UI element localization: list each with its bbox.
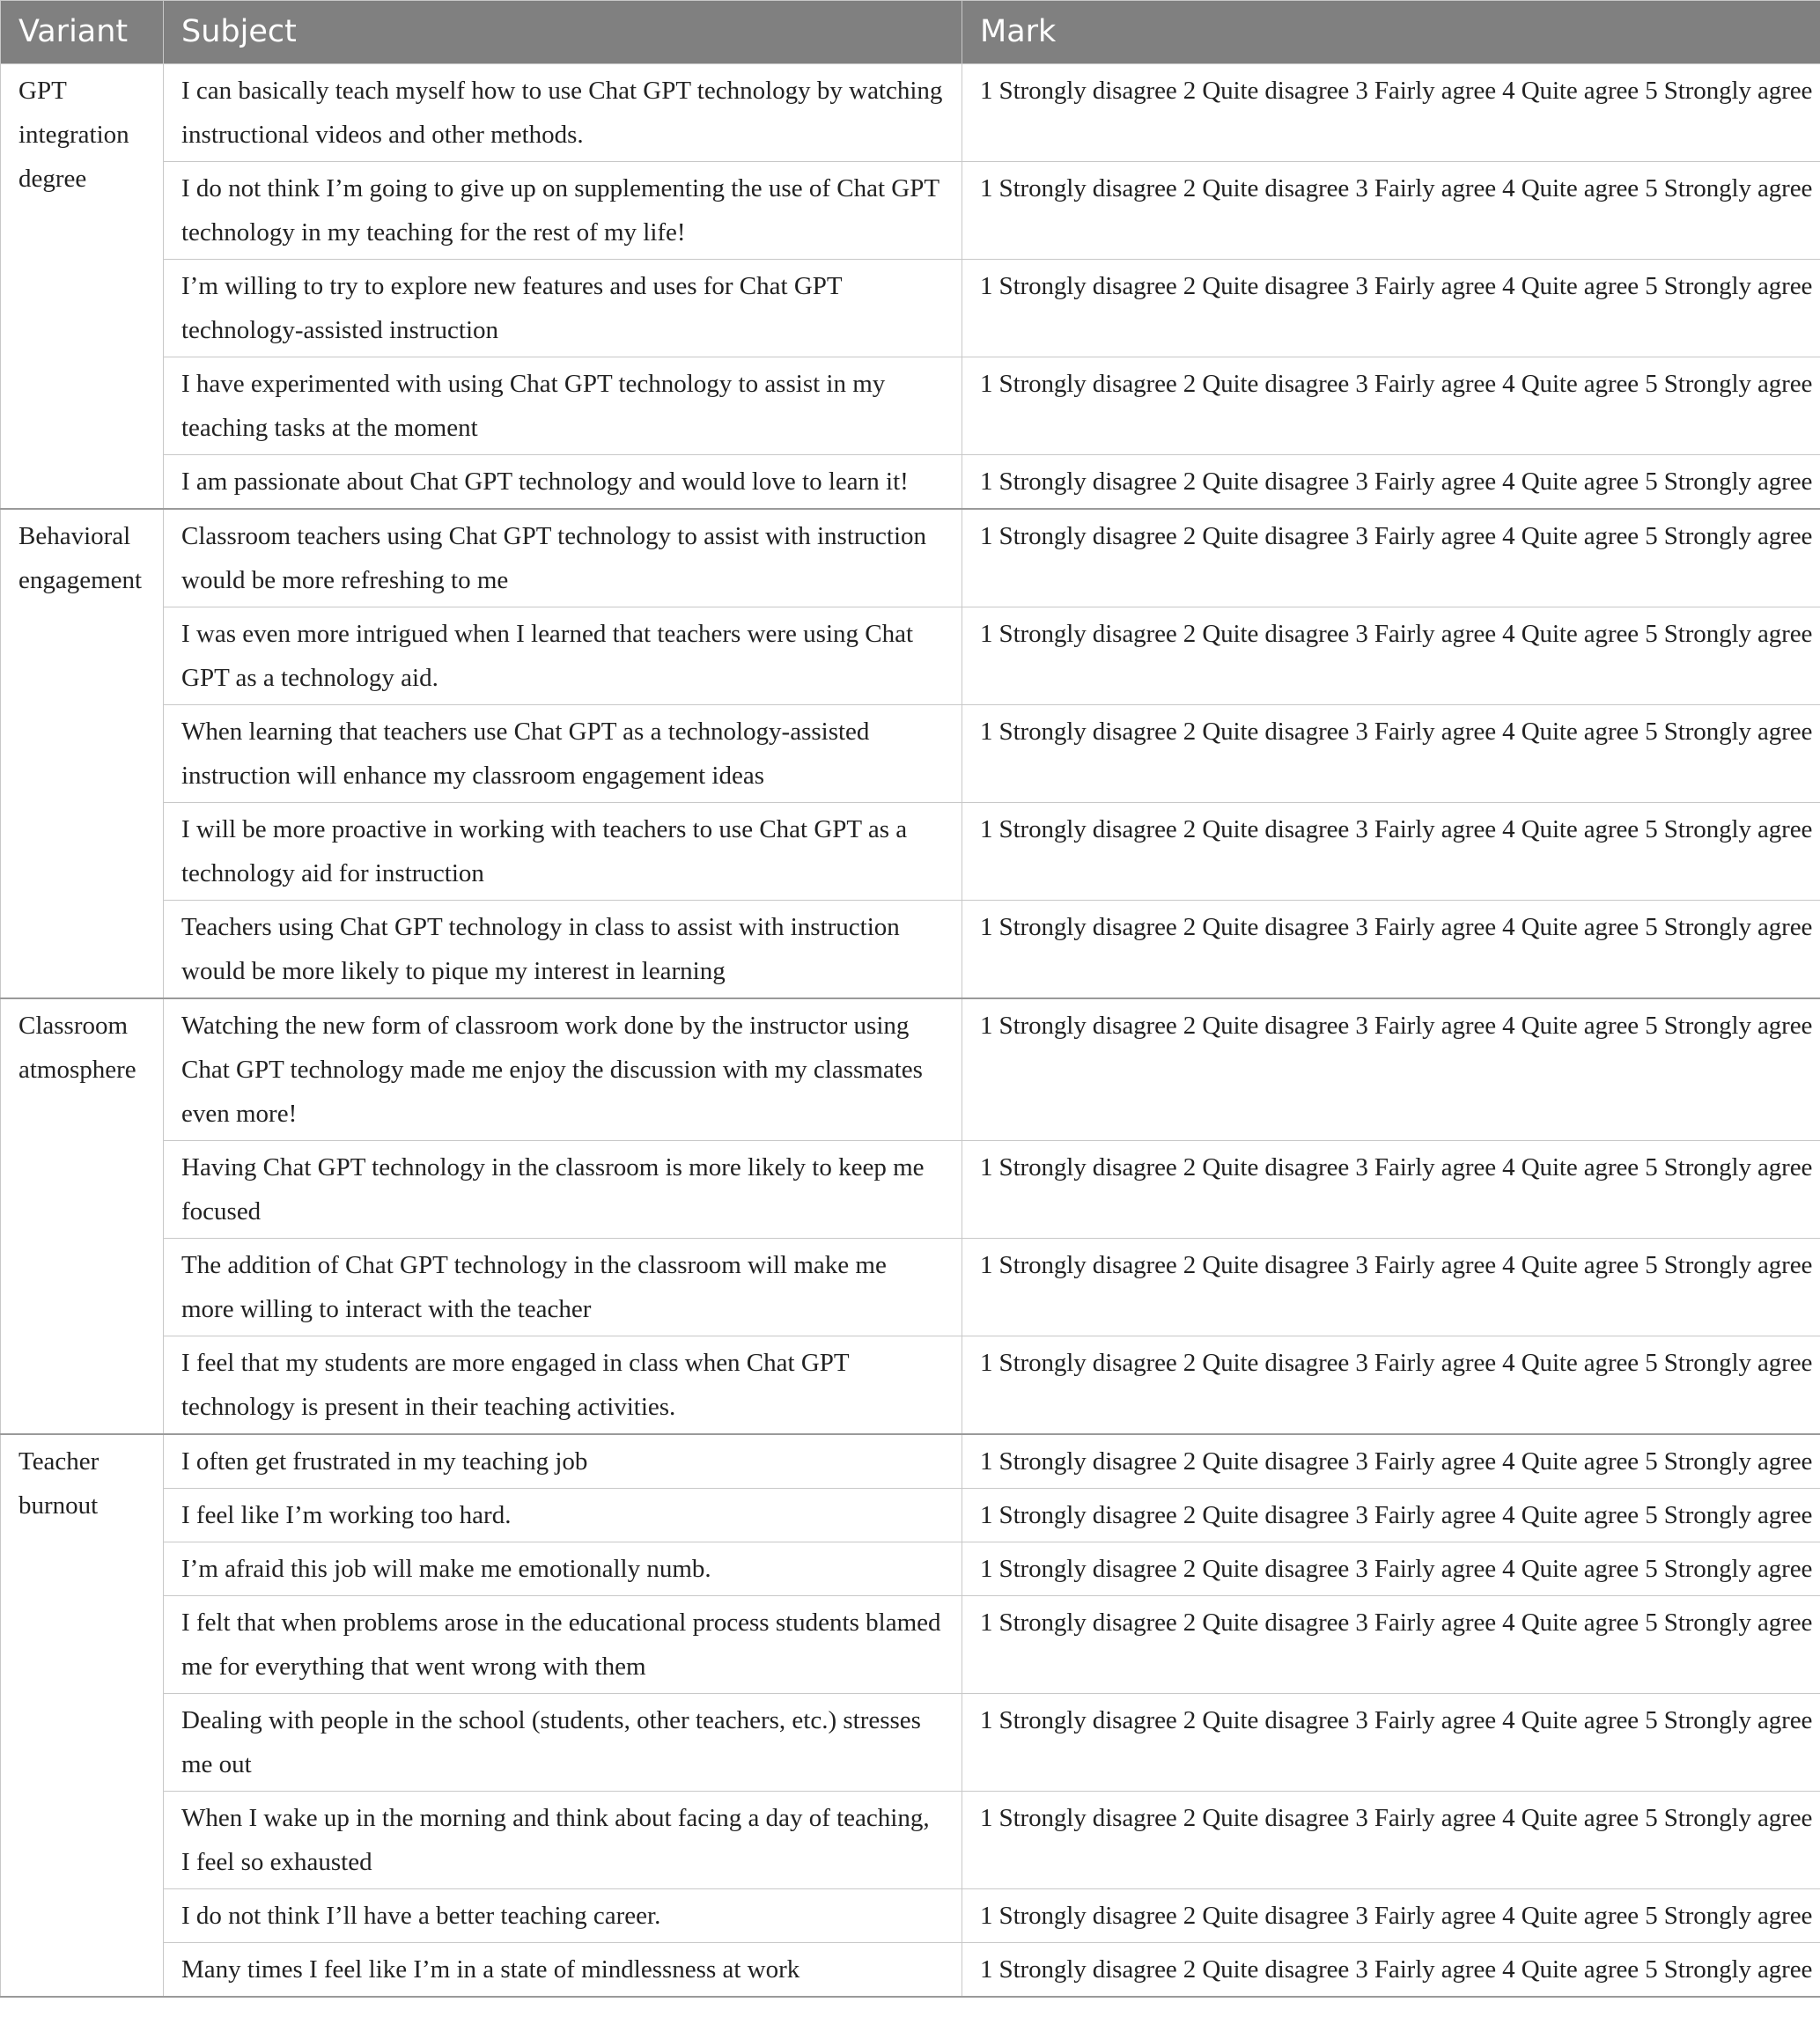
table-row — [1, 1542, 1820, 1596]
subject-cell: When I wake up in the morning and think about facing a day of teaching, I feel so exhausted — [164, 1792, 962, 1889]
variant-cell: Classroom atmosphere — [1, 998, 164, 1434]
table-row — [1, 998, 1820, 1141]
subject-cell: I feel like I’m working too hard. — [164, 1489, 962, 1542]
subject-cell: I feel that my students are more engaged in class when Chat GPT technology is present in their teaching activities. — [164, 1336, 962, 1435]
table-row — [1, 1889, 1820, 1943]
table-row — [1, 162, 1820, 260]
mark-cell: 1 Strongly disagree 2 Quite disagree 3 Fairly agree 4 Quite agree 5 Strongly agree — [962, 1889, 1820, 1943]
header-subject: Subject — [164, 1, 962, 64]
table-row — [1, 1434, 1820, 1489]
table-row — [1, 803, 1820, 901]
table-header — [1, 1, 1820, 64]
mark-cell: 1 Strongly disagree 2 Quite disagree 3 Fairly agree 4 Quite agree 5 Strongly agree — [962, 1694, 1820, 1792]
table-row — [1, 64, 1820, 162]
mark-cell: 1 Strongly disagree 2 Quite disagree 3 Fairly agree 4 Quite agree 5 Strongly agree — [962, 1792, 1820, 1889]
table-row — [1, 1489, 1820, 1542]
table-row — [1, 1141, 1820, 1239]
mark-cell: 1 Strongly disagree 2 Quite disagree 3 Fairly agree 4 Quite agree 5 Strongly agree — [962, 901, 1820, 999]
subject-cell: Many times I feel like I’m in a state of mindlessness at work — [164, 1943, 962, 1998]
table-row — [1, 607, 1820, 705]
table-row — [1, 455, 1820, 510]
table-row — [1, 1694, 1820, 1792]
subject-cell: When learning that teachers use Chat GPT as a technology-assisted instruction will enhance my classroom engagement ideas — [164, 705, 962, 803]
subject-cell: I felt that when problems arose in the educational process students blamed me for everything that went wrong with them — [164, 1596, 962, 1694]
table-row — [1, 1596, 1820, 1694]
subject-cell: I can basically teach myself how to use Chat GPT technology by watching instructional videos and other methods. — [164, 64, 962, 162]
header-variant: Variant — [1, 1, 164, 64]
table-row — [1, 1792, 1820, 1889]
mark-cell: 1 Strongly disagree 2 Quite disagree 3 Fairly agree 4 Quite agree 5 Strongly agree — [962, 803, 1820, 901]
subject-cell: Teachers using Chat GPT technology in class to assist with instruction would be more likely to pique my interest in learning — [164, 901, 962, 999]
table-row — [1, 1943, 1820, 1998]
table-row — [1, 901, 1820, 999]
variant-cell: GPT integration degree — [1, 64, 164, 510]
mark-cell: 1 Strongly disagree 2 Quite disagree 3 Fairly agree 4 Quite agree 5 Strongly agree — [962, 1596, 1820, 1694]
subject-cell: Having Chat GPT technology in the classroom is more likely to keep me focused — [164, 1141, 962, 1239]
variant-cell: Behavioral engagement — [1, 509, 164, 998]
mark-cell: 1 Strongly disagree 2 Quite disagree 3 Fairly agree 4 Quite agree 5 Strongly agree — [962, 1336, 1820, 1435]
subject-cell: I do not think I’m going to give up on supplementing the use of Chat GPT technology in my teaching for the rest of my life! — [164, 162, 962, 260]
table-row — [1, 357, 1820, 455]
subject-cell: Dealing with people in the school (students, other teachers, etc.) stresses me out — [164, 1694, 962, 1792]
variant-cell: Teacher burnout — [1, 1434, 164, 1997]
subject-cell: I’m afraid this job will make me emotionally numb. — [164, 1542, 962, 1596]
subject-cell: I was even more intrigued when I learned that teachers were using Chat GPT as a technology aid. — [164, 607, 962, 705]
mark-cell: 1 Strongly disagree 2 Quite disagree 3 Fairly agree 4 Quite agree 5 Strongly agree — [962, 1542, 1820, 1596]
mark-cell: 1 Strongly disagree 2 Quite disagree 3 Fairly agree 4 Quite agree 5 Strongly agree — [962, 455, 1820, 510]
subject-cell: Classroom teachers using Chat GPT technology to assist with instruction would be more refreshing to me — [164, 509, 962, 607]
table-body — [1, 64, 1820, 1998]
table-row — [1, 260, 1820, 357]
subject-cell: The addition of Chat GPT technology in the classroom will make me more willing to interact with the teacher — [164, 1239, 962, 1336]
subject-cell: Watching the new form of classroom work done by the instructor using Chat GPT technology made me enjoy the discussion with my classmates even more! — [164, 998, 962, 1141]
mark-cell: 1 Strongly disagree 2 Quite disagree 3 Fairly agree 4 Quite agree 5 Strongly agree — [962, 1434, 1820, 1489]
mark-cell: 1 Strongly disagree 2 Quite disagree 3 Fairly agree 4 Quite agree 5 Strongly agree — [962, 162, 1820, 260]
header-row — [1, 1, 1820, 64]
subject-cell: I am passionate about Chat GPT technology and would love to learn it! — [164, 455, 962, 510]
mark-cell: 1 Strongly disagree 2 Quite disagree 3 Fairly agree 4 Quite agree 5 Strongly agree — [962, 998, 1820, 1141]
subject-cell: I will be more proactive in working with teachers to use Chat GPT as a technology aid for instruction — [164, 803, 962, 901]
mark-cell: 1 Strongly disagree 2 Quite disagree 3 Fairly agree 4 Quite agree 5 Strongly agree — [962, 1141, 1820, 1239]
subject-cell: I’m willing to try to explore new features and uses for Chat GPT technology-assisted instruction — [164, 260, 962, 357]
mark-cell: 1 Strongly disagree 2 Quite disagree 3 Fairly agree 4 Quite agree 5 Strongly agree — [962, 357, 1820, 455]
mark-cell: 1 Strongly disagree 2 Quite disagree 3 Fairly agree 4 Quite agree 5 Strongly agree — [962, 607, 1820, 705]
table-row — [1, 705, 1820, 803]
header-mark: Mark — [962, 1, 1820, 64]
table-row — [1, 1336, 1820, 1435]
mark-cell: 1 Strongly disagree 2 Quite disagree 3 Fairly agree 4 Quite agree 5 Strongly agree — [962, 260, 1820, 357]
table-row — [1, 509, 1820, 607]
table-row — [1, 1239, 1820, 1336]
mark-cell: 1 Strongly disagree 2 Quite disagree 3 Fairly agree 4 Quite agree 5 Strongly agree — [962, 705, 1820, 803]
mark-cell: 1 Strongly disagree 2 Quite disagree 3 Fairly agree 4 Quite agree 5 Strongly agree — [962, 1943, 1820, 1998]
subject-cell: I have experimented with using Chat GPT technology to assist in my teaching tasks at the moment — [164, 357, 962, 455]
mark-cell: 1 Strongly disagree 2 Quite disagree 3 Fairly agree 4 Quite agree 5 Strongly agree — [962, 64, 1820, 162]
mark-cell: 1 Strongly disagree 2 Quite disagree 3 Fairly agree 4 Quite agree 5 Strongly agree — [962, 1239, 1820, 1336]
mark-cell: 1 Strongly disagree 2 Quite disagree 3 Fairly agree 4 Quite agree 5 Strongly agree — [962, 1489, 1820, 1542]
subject-cell: I often get frustrated in my teaching job — [164, 1434, 962, 1489]
subject-cell: I do not think I’ll have a better teaching career. — [164, 1889, 962, 1943]
mark-cell: 1 Strongly disagree 2 Quite disagree 3 Fairly agree 4 Quite agree 5 Strongly agree — [962, 509, 1820, 607]
